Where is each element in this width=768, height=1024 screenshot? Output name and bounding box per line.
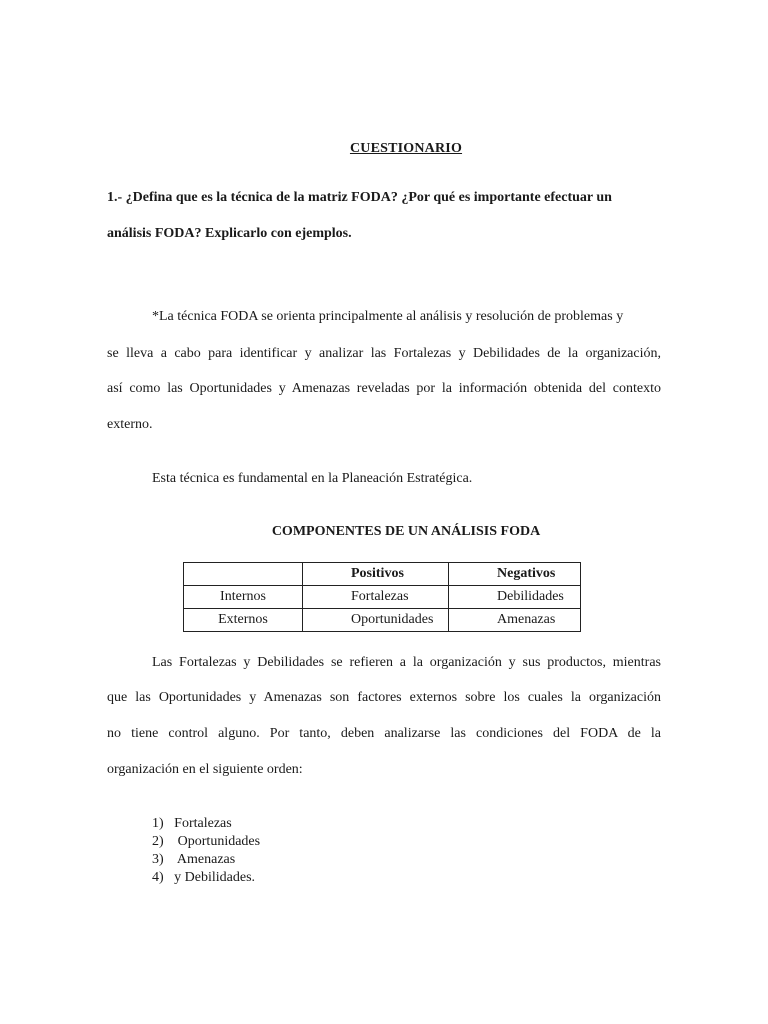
list-item: 4) y Debilidades. <box>152 870 256 885</box>
paragraph1-line-4: externo. <box>107 417 153 432</box>
section-title: COMPONENTES DE UN ANÁLISIS FODA <box>271 524 541 539</box>
question-line-2: análisis FODA? Explicarlo con ejemplos. <box>107 226 352 241</box>
question-line-1: 1.- ¿Defina que es la técnica de la matriz FODA? ¿Por qué es importante efectuar un <box>107 190 612 205</box>
table-cell: Oportunidades <box>303 609 449 632</box>
paragraph1-line-3: así como las Oportunidades y Amenazas reveladas por la información obtenida del contexto <box>107 381 661 396</box>
paragraph3-line-1: Las Fortalezas y Debilidades se refieren a la organización y sus productos, mientras <box>152 655 661 670</box>
paragraph2: Esta técnica es fundamental en la Planeación Estratégica. <box>152 471 473 486</box>
document-title: CUESTIONARIO <box>349 141 463 156</box>
paragraph3-line-2: que las Oportunidades y Amenazas son factores externos sobre los cuales la organización <box>107 690 661 705</box>
table-cell: Internos <box>184 586 303 609</box>
list-item: 2) Oportunidades <box>152 834 261 849</box>
foda-table <box>183 562 581 632</box>
table-header-cell <box>184 563 303 586</box>
paragraph1-line-1: *La técnica FODA se orienta principalmente al análisis y resolución de problemas y <box>152 309 624 324</box>
list-item: 3) Amenazas <box>152 852 236 867</box>
order-list <box>152 815 260 887</box>
table-cell: Amenazas <box>449 609 581 632</box>
table-cell: Debilidades <box>449 586 581 609</box>
table-row <box>184 586 581 609</box>
table-cell: Fortalezas <box>303 586 449 609</box>
table-header-cell: Positivos <box>303 563 449 586</box>
table-cell: Externos <box>184 609 303 632</box>
table-row <box>184 609 581 632</box>
paragraph3-line-3: no tiene control alguno. Por tanto, deben analizarse las condiciones del FODA de la <box>107 726 661 741</box>
table-header-row <box>184 563 581 586</box>
table-header-cell: Negativos <box>449 563 581 586</box>
paragraph1-line-2: se lleva a cabo para identificar y analizar las Fortalezas y Debilidades de la organización, <box>107 346 661 361</box>
list-item: 1) Fortalezas <box>152 816 232 831</box>
paragraph3-line-4: organización en el siguiente orden: <box>107 762 303 777</box>
